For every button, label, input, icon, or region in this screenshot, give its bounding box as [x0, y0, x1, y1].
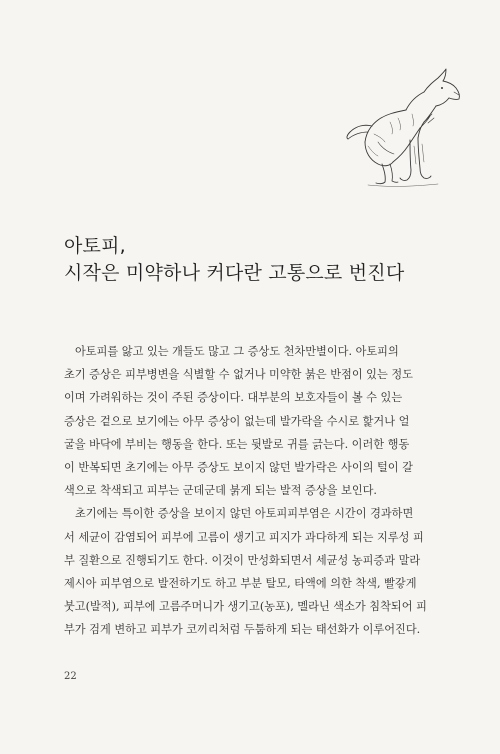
chapter-title-line-2: 시작은 미약하나 커다란 고통으로 번진다 — [64, 262, 405, 284]
text-line: 증상은 겉으로 보기에는 아무 증상이 없는데 발가락을 수시로 핥거나 얼 — [64, 414, 410, 428]
text-line: 아토피를 앓고 있는 개들도 많고 그 증상도 천차만별이다. 아토피의 — [75, 345, 399, 358]
text-line: 초기에는 특이한 증상을 보이지 않던 아토피피부염은 시간이 경과하면 — [75, 507, 414, 521]
text-line: 서 세균이 감염되어 피부에 고름이 생기고 피지가 과다하게 되는 지루성 피 — [64, 530, 424, 544]
text-line: 붓고(발적), 피부에 고름주머니가 생기고(농포), 멜라닌 색소가 침착되어 피 — [64, 600, 427, 614]
text-line: 초기 증상은 피부병변을 식별할 수 없거나 미약한 붉은 반점이 있는 정도 — [64, 368, 413, 382]
text-line: 제시아 피부염으로 발전하기도 하고 부분 탈모, 타액에 의한 착색, 빨갛게 — [64, 577, 417, 591]
text-line: 이 반복되면 초기에는 아무 증상도 보이지 않던 발가락은 사이의 털이 갈 — [64, 461, 413, 475]
chapter-title-line-1: 아토피, — [64, 235, 126, 257]
text-line: 부가 검게 변하고 피부가 코끼리처럼 두툼하게 되는 태선화가 이루어진다. — [64, 623, 421, 637]
text-line: 이며 가려워하는 것이 주된 증상이다. 대부분의 보호자들이 볼 수 있는 — [64, 391, 403, 405]
text-line: 색으로 착색되고 피부는 군데군데 붉게 되는 발적 증상을 보인다. — [64, 484, 377, 498]
chapter-title — [64, 233, 464, 287]
page-number: 22 — [64, 671, 77, 682]
paragraph-1 — [64, 340, 458, 502]
text-line: 굴을 바닥에 부비는 행동을 한다. 또는 뒷발로 귀를 긁는다. 이러한 행동 — [64, 437, 410, 451]
paragraph-2 — [64, 502, 458, 641]
text-line: 부 질환으로 진행되기도 한다. 이것이 만성화되면서 세균성 농피증과 말라 — [64, 553, 421, 567]
dog-scratching-illustration — [338, 62, 468, 190]
body-text — [64, 340, 458, 642]
